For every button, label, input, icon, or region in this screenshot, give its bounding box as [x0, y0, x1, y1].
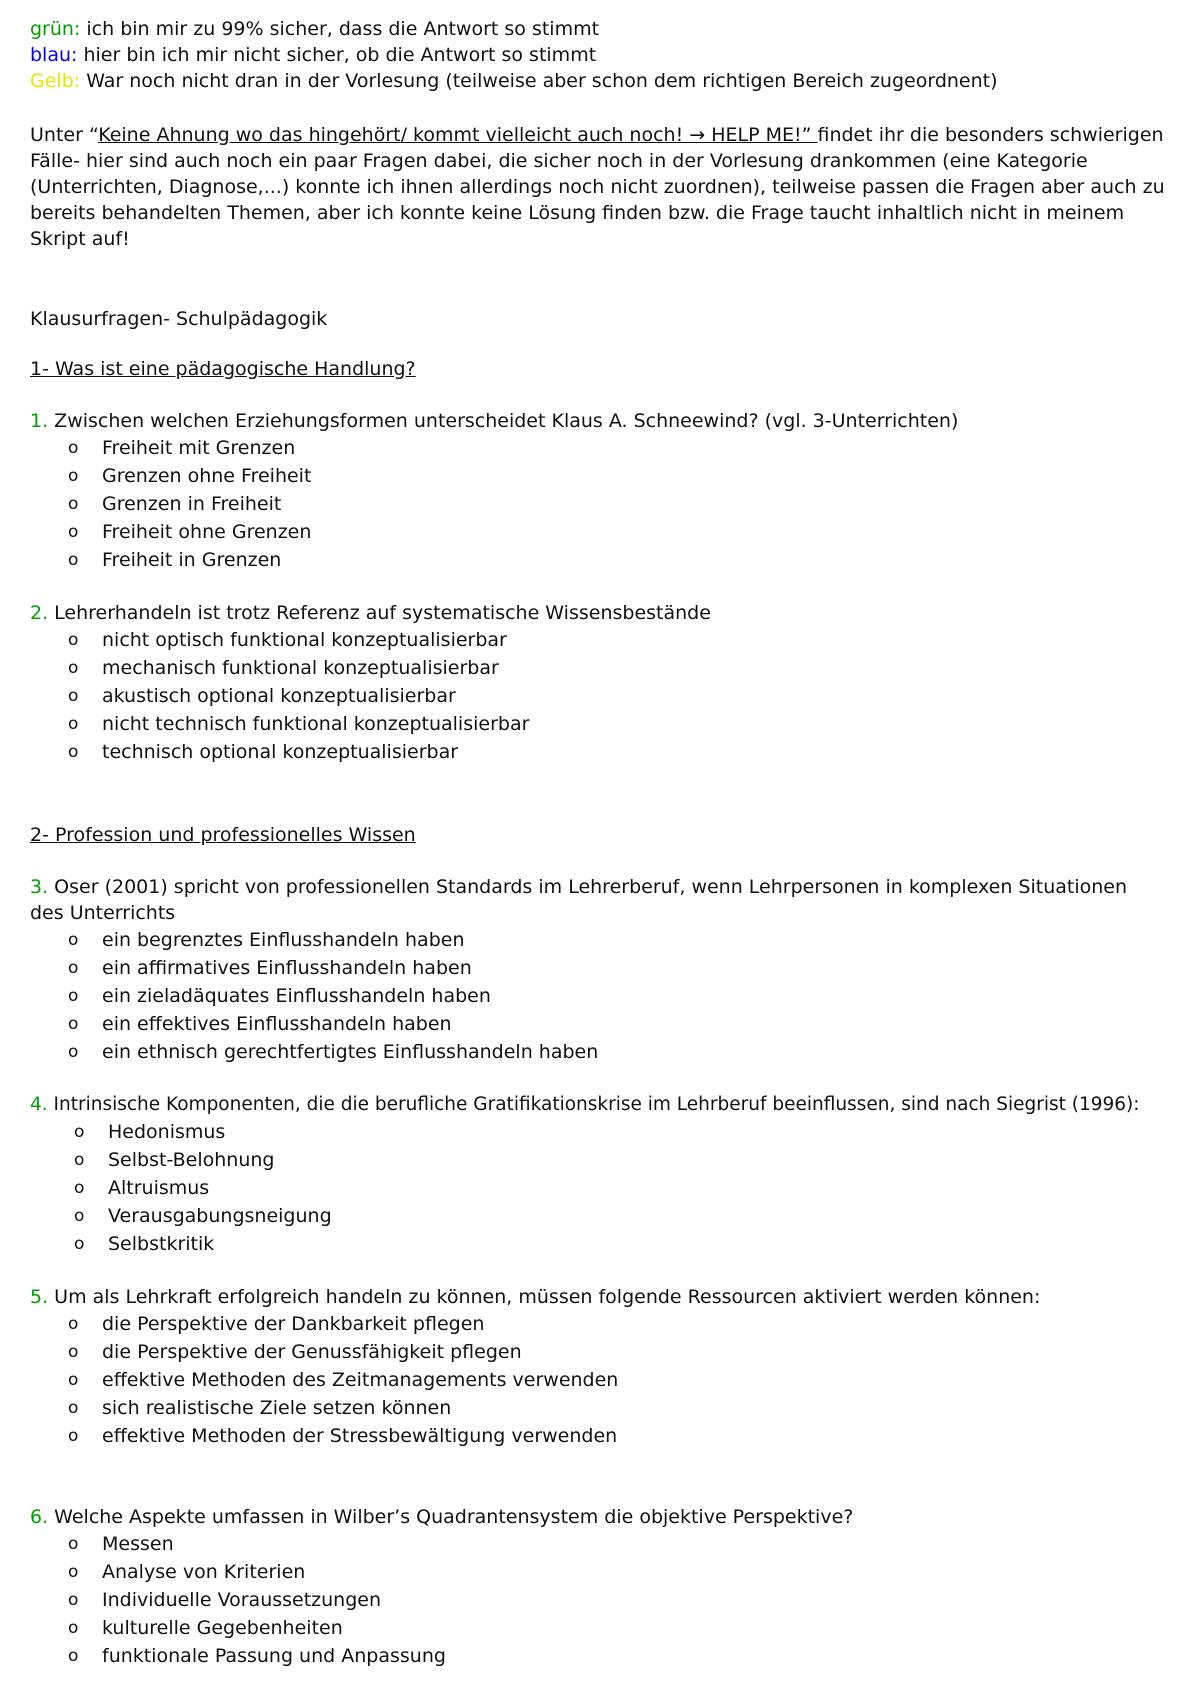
bullet-icon: o	[68, 930, 79, 950]
option-item	[30, 710, 1190, 738]
question-5	[30, 1284, 1190, 1450]
option-item	[30, 1530, 1190, 1558]
bullet-icon: o	[68, 1618, 79, 1638]
options-list	[30, 1310, 1190, 1450]
bullet-icon: o	[68, 714, 79, 734]
bullet-icon: o	[68, 1370, 79, 1390]
section-heading-1: 1- Was ist eine pädagogische Handlung?	[30, 358, 416, 380]
option-item	[30, 546, 1190, 574]
question-number: 1.	[30, 410, 49, 432]
option-item	[30, 926, 1190, 954]
legend-yellow-key: Gelb:	[30, 70, 81, 92]
bullet-icon: o	[68, 1426, 79, 1446]
option-text: Freiheit ohne Grenzen	[102, 521, 312, 543]
bullet-icon: o	[68, 522, 79, 542]
question-4	[30, 1092, 1190, 1258]
bullet-icon: o	[68, 438, 79, 458]
bullet-icon: o	[74, 1234, 85, 1254]
option-text: sich realistische Ziele setzen können	[102, 1397, 452, 1419]
option-item	[30, 1146, 1190, 1174]
option-text: ein begrenztes Einflusshandeln haben	[102, 929, 465, 951]
option-text: technisch optional konzeptualisierbar	[102, 741, 459, 763]
document-title: Klausurfragen- Schulpädagogik	[30, 308, 328, 330]
options-list	[30, 1118, 1190, 1258]
option-item	[30, 1366, 1190, 1394]
question-1-text	[30, 408, 1190, 434]
option-text: Freiheit mit Grenzen	[102, 437, 296, 459]
option-item	[30, 954, 1190, 982]
options-list	[30, 1530, 1190, 1670]
bullet-icon: o	[68, 658, 79, 678]
option-text: ein affirmatives Einflusshandeln haben	[102, 957, 472, 979]
bullet-icon: o	[74, 1122, 85, 1142]
bullet-icon: o	[74, 1150, 85, 1170]
option-item	[30, 1174, 1190, 1202]
option-item	[30, 1310, 1190, 1338]
option-item	[30, 1118, 1190, 1146]
option-text: ein ethnisch gerechtfertigtes Einflusshandeln haben	[102, 1041, 599, 1063]
option-item	[30, 1202, 1190, 1230]
question-number: 5.	[30, 1286, 49, 1308]
option-item	[30, 1038, 1190, 1066]
bullet-icon: o	[68, 1042, 79, 1062]
question-text: Zwischen welchen Erziehungsformen unterscheidet Klaus A. Schneewind? (vgl. 3-Unterrichten)	[48, 410, 959, 432]
question-4-text	[30, 1092, 1190, 1118]
option-text: akustisch optional konzeptualisierbar	[102, 685, 456, 707]
options-list	[30, 434, 1190, 574]
legend-green-text: ich bin mir zu 99% sicher, dass die Antwort so stimmt	[80, 18, 600, 40]
bullet-icon: o	[68, 466, 79, 486]
option-item	[30, 682, 1190, 710]
option-item	[30, 738, 1190, 766]
option-item	[30, 1010, 1190, 1038]
option-item	[30, 1394, 1190, 1422]
bullet-icon: o	[68, 1342, 79, 1362]
question-text: Intrinsische Komponenten, die die berufliche Gratifikationskrise im Lehrberuf beeinflussen, sind nach Siegrist (1996):	[47, 1094, 1140, 1115]
option-text: Selbstkritik	[108, 1233, 215, 1255]
option-text: Selbst-Belohnung	[108, 1149, 275, 1171]
bullet-icon: o	[68, 686, 79, 706]
option-text: effektive Methoden des Zeitmanagements verwenden	[102, 1369, 619, 1391]
question-number: 6.	[30, 1506, 49, 1528]
option-item	[30, 518, 1190, 546]
section-heading-2: 2- Profession und professionelles Wissen	[30, 824, 416, 846]
option-text: nicht technisch funktional konzeptualisierbar	[102, 713, 530, 735]
option-text: Grenzen in Freiheit	[102, 493, 282, 515]
option-text: die Perspektive der Dankbarkeit pflegen	[102, 1313, 485, 1335]
question-2-text	[30, 600, 1190, 626]
legend-yellow-text: War noch nicht dran in der Vorlesung (teilweise aber schon dem richtigen Bereich zugeordnent)	[80, 70, 998, 92]
options-list	[30, 626, 1190, 766]
bullet-icon: o	[68, 742, 79, 762]
question-6-text	[30, 1504, 1190, 1530]
intro-underlined: Keine Ahnung wo das hingehört/ kommt vielleicht auch noch! → HELP ME!”	[98, 124, 818, 146]
legend-blue-key: blau:	[30, 44, 78, 66]
option-text: Verausgabungsneigung	[108, 1205, 332, 1227]
option-item	[30, 434, 1190, 462]
option-item	[30, 982, 1190, 1010]
bullet-icon: o	[68, 494, 79, 514]
question-text: Welche Aspekte umfassen in Wilber’s Quadrantensystem die objektive Perspektive?	[48, 1506, 854, 1528]
option-text: ein effektives Einflusshandeln haben	[102, 1013, 452, 1035]
question-text: Oser (2001) spricht von professionellen Standards im Lehrerberuf, wenn Lehrpersonen in komplexen Situationen des Unterrichts	[30, 876, 1128, 924]
option-text: die Perspektive der Genussfähigkeit pflegen	[102, 1341, 522, 1363]
bullet-icon: o	[68, 1398, 79, 1418]
option-item	[30, 1614, 1190, 1642]
intro-prefix: Unter “	[30, 124, 99, 146]
option-text: Analyse von Kriterien	[102, 1561, 306, 1583]
bullet-icon: o	[68, 1534, 79, 1554]
bullet-icon: o	[74, 1206, 85, 1226]
question-text: Lehrerhandeln ist trotz Referenz auf systematische Wissensbestände	[48, 602, 711, 624]
option-text: Freiheit in Grenzen	[102, 549, 282, 571]
question-3-text	[30, 874, 1140, 926]
bullet-icon: o	[68, 958, 79, 978]
bullet-icon: o	[68, 550, 79, 570]
option-text: effektive Methoden der Stressbewältigung verwenden	[102, 1425, 618, 1447]
options-list	[30, 926, 1190, 1066]
option-text: Messen	[102, 1533, 174, 1555]
option-item	[30, 1558, 1190, 1586]
option-text: nicht optisch funktional konzeptualisierbar	[102, 629, 507, 651]
question-6	[30, 1504, 1190, 1670]
option-item	[30, 1422, 1190, 1450]
bullet-icon: o	[74, 1178, 85, 1198]
option-text: kulturelle Gegebenheiten	[102, 1617, 343, 1639]
option-item	[30, 490, 1190, 518]
option-item	[30, 1642, 1190, 1670]
option-text: ein zieladäquates Einflusshandeln haben	[102, 985, 491, 1007]
question-3	[30, 874, 1190, 1066]
bullet-icon: o	[68, 1646, 79, 1666]
bullet-icon: o	[68, 1590, 79, 1610]
option-text: funktionale Passung und Anpassung	[102, 1645, 446, 1667]
question-number: 3.	[30, 876, 49, 898]
intro-paragraph	[30, 122, 1180, 252]
bullet-icon: o	[68, 1562, 79, 1582]
legend-yellow	[30, 68, 1190, 94]
option-text: Hedonismus	[108, 1121, 226, 1143]
bullet-icon: o	[68, 1314, 79, 1334]
legend-green-key: grün:	[30, 18, 81, 40]
intro-rest: findet ihr die besonders schwierigen Fälle- hier sind auch noch ein paar Fragen dabei, die sicher noch in der Vorlesung drankommen (eine Kategorie (Unterrichten, Diagnose,...) konnte ich ihnen allerdings noch nicht zuordnen), teilweise passen die Fragen aber auch zu bereits behandelten Themen, aber ich konnte keine Lösung finden bzw. die Frage taucht inhaltlich nicht in meinem Skript auf!	[30, 124, 1165, 250]
option-item	[30, 1586, 1190, 1614]
question-5-text	[30, 1284, 1190, 1310]
option-text: Individuelle Voraussetzungen	[102, 1589, 382, 1611]
bullet-icon: o	[68, 630, 79, 650]
option-text: Grenzen ohne Freiheit	[102, 465, 312, 487]
bullet-icon: o	[68, 986, 79, 1006]
document-page	[30, 16, 1190, 1670]
option-text: Altruismus	[108, 1177, 210, 1199]
option-item	[30, 626, 1190, 654]
question-2	[30, 600, 1190, 766]
question-number: 2.	[30, 602, 49, 624]
option-item	[30, 654, 1190, 682]
question-text: Um als Lehrkraft erfolgreich handeln zu können, müssen folgende Ressourcen aktiviert werden können:	[48, 1286, 1041, 1308]
bullet-icon: o	[68, 1014, 79, 1034]
option-item	[30, 462, 1190, 490]
legend-green	[30, 16, 1190, 42]
question-number: 4.	[30, 1094, 48, 1115]
option-item	[30, 1230, 1190, 1258]
option-text: mechanisch funktional konzeptualisierbar	[102, 657, 499, 679]
option-item	[30, 1338, 1190, 1366]
legend-blue-text: hier bin ich mir nicht sicher, ob die Antwort so stimmt	[77, 44, 597, 66]
legend-blue	[30, 42, 1190, 68]
question-1	[30, 408, 1190, 574]
